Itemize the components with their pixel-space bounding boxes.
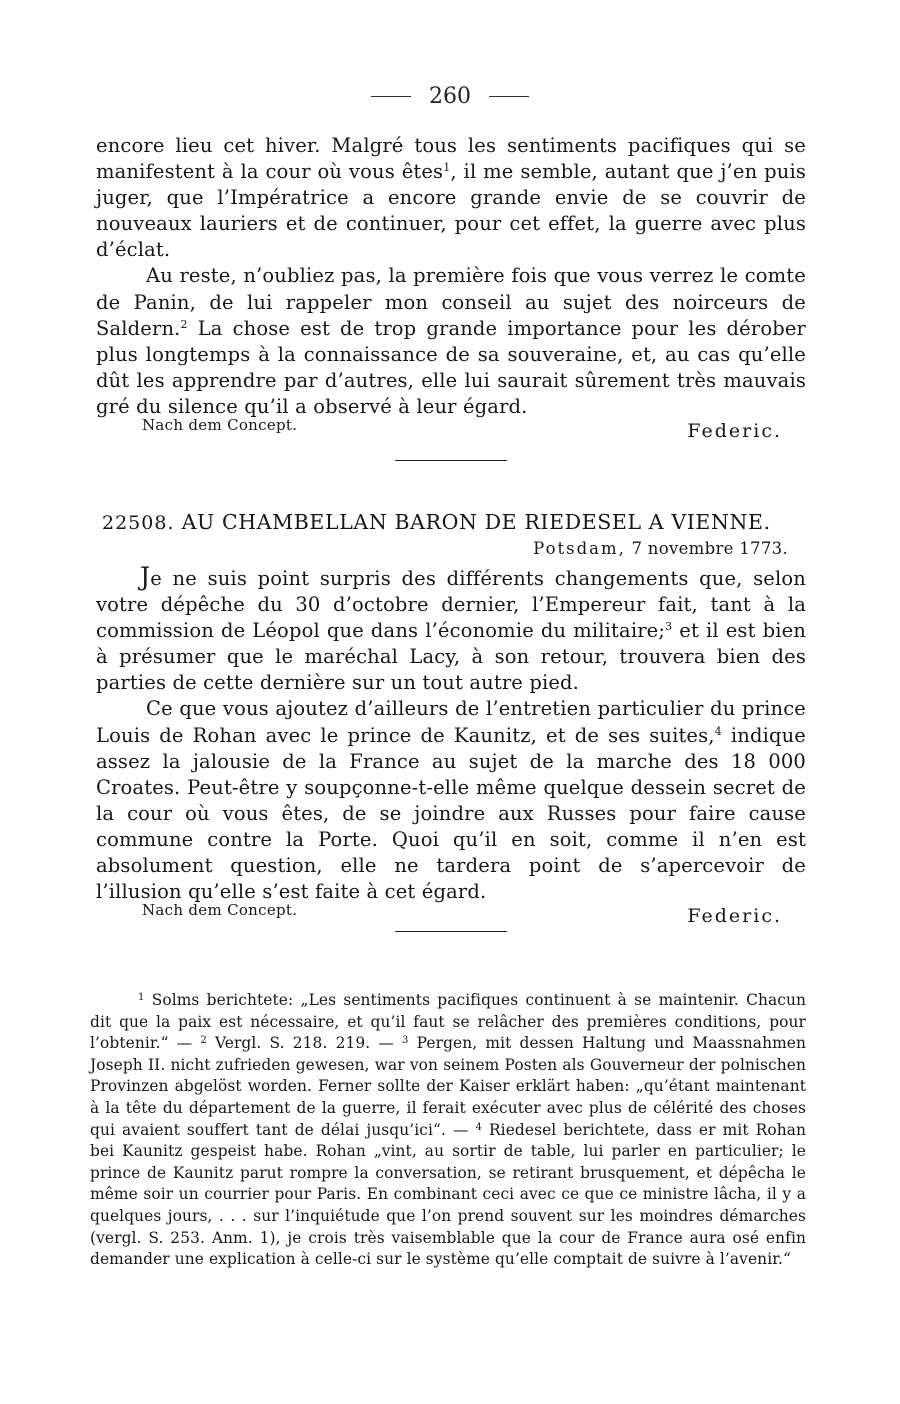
letter-heading — [102, 508, 806, 537]
letter1-source: Nach dem Concept. — [142, 416, 298, 435]
letter-date: 7 novembre 1773. — [631, 539, 788, 558]
letter-title: AU CHAMBELLAN BARON DE RIEDESEL A VIENNE. — [181, 510, 771, 534]
letter1-signature-row — [96, 416, 806, 442]
letter2-paragraph-2-tail: indique assez la jalousie de la France au sujet de la marche des 18 000 Croates. Peut-être y soupçonne-t-elle même quelque dessein secret de la cour où vous êtes, de se joindre aux Russes pour faire cause commune contre la Porte. Quoi qu’il en soit, comme il n’en est absolument question, elle ne tardera point de s’apercevoir de l’illusion qu’elle s’est faite à cet égard. — [96, 723, 806, 904]
footnotes — [90, 990, 806, 1271]
footnote-3-text: Pergen, mit dessen Haltung und Maassnahmen Joseph II. nicht zufrieden gewesen, war von seinem Posten als Gouverneur der polnischen Provinzen abgelöst worden. Ferner sollte der Kaiser erklärt haben: „qu’étant maintenant à la tête du département de la guerre, il ferait exécuter avec plus de célérité des choses qui avaient souffert tant de délai jusqu’ici“. — — [90, 1034, 806, 1139]
letter1-paragraph-2-text: Au reste, n’oubliez pas, la première fois que vous verrez le comte de Panin, de lui rappeler mon conseil au sujet des noirceurs de Saldern. — [96, 264, 806, 340]
letter1-signature: Federic. — [687, 420, 782, 443]
header-rule-right — [489, 96, 529, 97]
letter2-paragraph-2 — [96, 696, 806, 905]
footnote-1-text: Solms berichtete: „Les sentiments pacifiques continuent à se maintenir. Chacun dit que la paix est nécessaire, et qu’il faut se relâcher des premières conditions, pour l’obtenir.“ — — [90, 991, 806, 1053]
letter-continuation — [96, 133, 806, 461]
letter2-paragraph-1-text: e ne suis point surpris des différents changements que, selon votre dépêche du 30 d’octobre dernier, l’Empereur fait, tant à la commission de Léopol que dans l’économie du militaire; — [96, 567, 806, 643]
letter-place: Potsdam, — [533, 539, 626, 558]
letter-number: 22508. — [102, 512, 175, 534]
drop-cap: J — [140, 562, 151, 591]
page-number: 260 — [429, 84, 471, 109]
footnote-marker-4: 4 — [714, 724, 722, 738]
section-separator — [395, 460, 507, 461]
letter1-paragraph-1-text: encore lieu cet hiver. Malgré tous les sentiments pacifiques qui se manifestent à la cour où vous êtes — [96, 134, 806, 184]
footnote-3-marker: 3 — [402, 1035, 409, 1047]
letter1-paragraph-1 — [96, 133, 806, 263]
letter2-signature: Federic. — [687, 905, 782, 928]
footnote-marker-1: 1 — [443, 161, 451, 175]
letter1-paragraph-2-tail: La chose est de trop grande importance pour les dérober plus longtemps à la connaissance de sa souveraine, et, au cas qu’elle dût les apprendre par d’autres, elle lui saurait sûrement très mauvais gré du silence qu’il a observé à leur égard. — [96, 316, 806, 418]
letter2-source: Nach dem Concept. — [142, 901, 298, 920]
footnote-2-marker: 2 — [200, 1035, 207, 1047]
footnote-4-text: Riedesel berichtete, dass er mit Rohan bei Kaunitz gespeist habe. Rohan „vint, au sortir de table, lui parler en particulier; le prince de Kaunitz parut rompre la conversation, se retirant brusquement, et dépêcha le même soir un courrier pour Paris. En combinant ceci avec ce que ce ministre lâcha, il y a quelques jours, . . . sur l’inquiétude que l’on prend souvent sur les moindres démarches (vergl. S. 253. Anm. 1), je crois très vaisemblable que la cour de France aura osé enfin demander une explication à celle-ci sur le système qu’elle comptait de suivre à l’avenir.“ — [90, 1120, 806, 1269]
letter-22508 — [96, 508, 806, 932]
footnote-separator — [395, 931, 507, 932]
letter1-paragraph-1-tail: , il me semble, autant que j’en puis juger, que l’Impératrice a encore grande envie de se couvrir de nouveaux lauriers et de continuer, pour cet effet, la guerre avec plus d’éclat. — [96, 160, 806, 262]
letter2-signature-row — [96, 901, 806, 927]
letter2-paragraph-2-text: Ce que vous ajoutez d’ailleurs de l’entretien particulier du prince Louis de Rohan avec le prince de Kaunitz, et de ses suites, — [96, 697, 806, 747]
footnote-1-marker: 1 — [138, 992, 145, 1003]
footnote-block — [90, 990, 806, 1271]
footnote-2-text: Vergl. S. 218. 219. — — [206, 1034, 403, 1053]
letter2-paragraph-1-tail: et il est bien à présumer que le maréchal Lacy, à son retour, trouvera bien des parties de cette dernière sur un tout autre pied. — [96, 619, 806, 695]
letter2-paragraph-1 — [96, 562, 806, 696]
letter1-paragraph-2 — [96, 263, 806, 420]
footnote-4-marker: 4 — [475, 1121, 482, 1133]
footnote-marker-2: 2 — [180, 317, 188, 331]
footnote-marker-3: 3 — [665, 620, 673, 634]
letter-dateline — [96, 539, 788, 558]
header-rule-left — [371, 96, 411, 97]
page-header — [0, 84, 900, 109]
